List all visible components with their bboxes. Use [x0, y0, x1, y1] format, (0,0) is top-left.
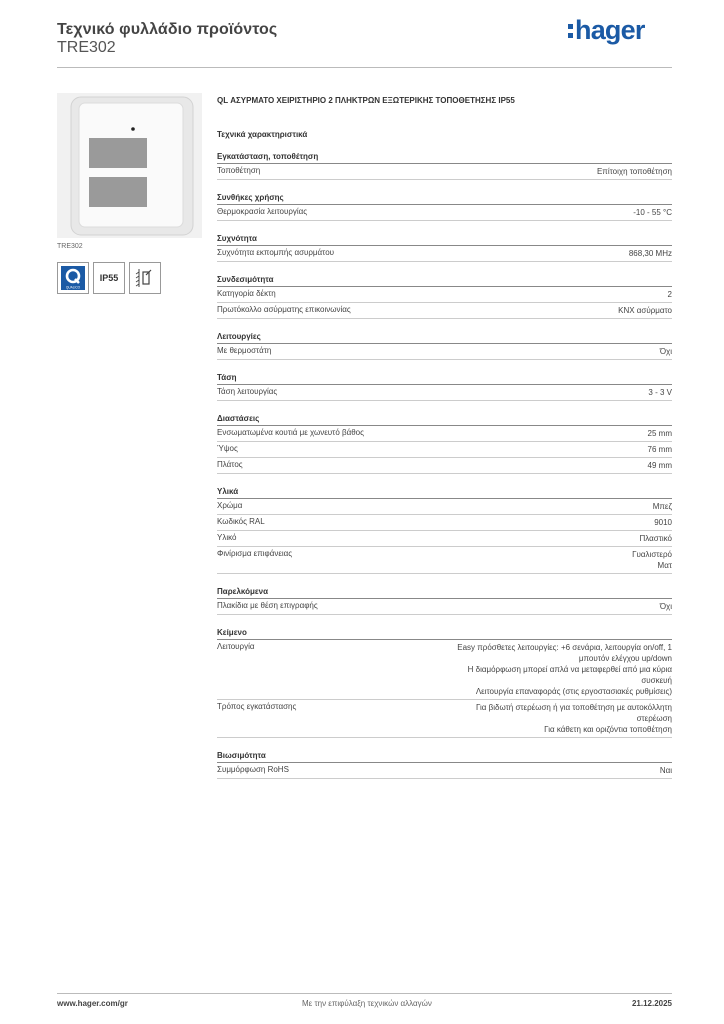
- spec-group: [217, 751, 672, 779]
- spec-label: Συμμόρφωση RoHS: [217, 765, 289, 774]
- spec-row: [217, 287, 672, 303]
- spec-label: Πρωτόκολλο ασύρματης επικοινωνίας: [217, 305, 351, 314]
- spec-value: [417, 765, 672, 776]
- spec-value: [417, 248, 672, 259]
- quality-q-icon: [57, 262, 89, 294]
- spec-row: [217, 246, 672, 262]
- spec-label: Κατηγορία δέκτη: [217, 289, 276, 298]
- spec-label: Πλακίδια με θέση επιγραφής: [217, 601, 318, 610]
- spec-group-title: Συνθήκες χρήσης: [217, 193, 672, 205]
- qualico-text: QUALICO: [65, 285, 81, 290]
- spec-value-line: 3 - 3 V: [648, 388, 672, 397]
- spec-value: [417, 444, 672, 455]
- spec-row: [217, 344, 672, 360]
- footer-disclaimer: Με την επιφύλαξη τεχνικών αλλαγών: [302, 999, 432, 1008]
- spec-value: [417, 517, 672, 528]
- spec-value-line: Ναι: [659, 766, 672, 775]
- spec-label: Τρόπος εγκατάστασης: [217, 702, 297, 711]
- spec-row: [217, 515, 672, 531]
- spec-row: [217, 547, 672, 574]
- spec-groups: [217, 152, 672, 779]
- spec-table: [217, 96, 672, 792]
- spec-row: [217, 458, 672, 474]
- image-caption: TRE302: [57, 243, 83, 250]
- spec-group-title: Εγκατάσταση, τοποθέτηση: [217, 152, 672, 164]
- spec-group: [217, 152, 672, 180]
- spec-value-line: 2: [667, 290, 672, 299]
- spec-value-line: στερέωση: [636, 714, 672, 723]
- spec-group-title: Κείμενο: [217, 628, 672, 640]
- spec-value: [417, 305, 672, 316]
- badge-row: [57, 262, 161, 294]
- spec-value-line: KNX ασύρματο: [618, 306, 672, 315]
- spec-row: [217, 205, 672, 221]
- spec-value-line: 76 mm: [647, 445, 672, 454]
- spec-group: [217, 587, 672, 615]
- spec-row: [217, 763, 672, 779]
- hager-logo[interactable]: [568, 16, 645, 44]
- spec-group: [217, 275, 672, 319]
- spec-row: [217, 426, 672, 442]
- spec-group: [217, 373, 672, 401]
- spec-value-line: 49 mm: [647, 461, 672, 470]
- spec-group-title: Λειτουργίες: [217, 332, 672, 344]
- section-title: Τεχνικά χαρακτηριστικά: [217, 130, 308, 139]
- spec-label: Θερμοκρασία λειτουργίας: [217, 207, 308, 216]
- spec-row: [217, 164, 672, 180]
- spec-group: [217, 193, 672, 221]
- spec-value: [417, 166, 672, 177]
- spec-value-line: Πλαστικό: [639, 534, 672, 543]
- spec-value: [417, 501, 672, 512]
- spec-value: [417, 533, 672, 544]
- spec-label: Ύψος: [217, 444, 238, 453]
- spec-group-title: Βιωσιμότητα: [217, 751, 672, 763]
- spec-label: Τάση λειτουργίας: [217, 387, 278, 396]
- spec-value: [417, 601, 672, 612]
- spec-value-line: Για βιδωτή στερέωση ή για τοποθέτηση με αυτοκόλλητη: [475, 703, 672, 712]
- product-image: [57, 93, 202, 238]
- spec-value-line: Όχι: [659, 602, 672, 611]
- spec-label: Τοποθέτηση: [217, 166, 261, 175]
- footer-date: 21.12.2025: [631, 999, 672, 1008]
- spec-value: [417, 549, 672, 571]
- spec-value-line: Easy πρόσθετες λειτουργίες: +6 σενάρια, λειτουργία on/off, 1: [457, 643, 672, 652]
- spec-label: Φινίρισμα επιφάνειας: [217, 549, 293, 558]
- header-divider: [57, 67, 672, 68]
- spec-value: [417, 207, 672, 218]
- spec-value-line: Επίτοιχη τοποθέτηση: [596, 167, 672, 176]
- spec-label: Κωδικός RAL: [217, 517, 265, 526]
- spec-value-line: συσκευή: [641, 676, 672, 685]
- spec-group: [217, 487, 672, 574]
- spec-value-line: Ματ: [657, 561, 672, 570]
- spec-group: [217, 234, 672, 262]
- spec-group-title: Συχνότητα: [217, 234, 672, 246]
- spec-value-line: 25 mm: [647, 429, 672, 438]
- ip55-label: IP55: [99, 273, 119, 283]
- spec-value-line: Η διαμόρφωση μπορεί απλά να μεταφερθεί από μια κύρια: [467, 665, 672, 674]
- spec-value-line: 868,30 MHz: [628, 249, 672, 258]
- spec-label: Πλάτος: [217, 460, 243, 469]
- spec-value: [417, 289, 672, 300]
- spec-value: [417, 387, 672, 398]
- spec-value: [417, 460, 672, 471]
- spec-label: Λειτουργία: [217, 642, 255, 651]
- spec-row: [217, 303, 672, 319]
- spec-value-line: 9010: [654, 518, 672, 527]
- footer-website-link[interactable]: www.hager.com/gr: [57, 999, 128, 1008]
- spec-group: [217, 332, 672, 360]
- spec-value-line: μπουτόν ελέγχου up/down: [578, 654, 672, 663]
- spec-value: [417, 346, 672, 357]
- logo-dots-icon: [568, 24, 573, 38]
- spec-group-title: Τάση: [217, 373, 672, 385]
- spec-value: [417, 642, 672, 697]
- spec-value-line: -10 - 55 °C: [633, 208, 672, 217]
- spec-value: [417, 702, 672, 735]
- spec-row: [217, 442, 672, 458]
- spec-value: [417, 428, 672, 439]
- spec-row: [217, 531, 672, 547]
- logo-text: hager: [575, 15, 645, 45]
- spec-value-line: Για κάθετη και οριζόντια τοποθέτηση: [544, 725, 672, 734]
- spec-label: Με θερμοστάτη: [217, 346, 272, 355]
- spec-group-title: Συνδεσιμότητα: [217, 275, 672, 287]
- spec-value-line: Μπεζ: [652, 502, 672, 511]
- spec-row: [217, 385, 672, 401]
- spec-label: Ενσωματωμένα κουτιά με χωνευτό βάθος: [217, 428, 364, 437]
- spec-row: [217, 700, 672, 738]
- spec-value-line: Όχι: [659, 347, 672, 356]
- spec-group: [217, 414, 672, 474]
- spec-label: Χρώμα: [217, 501, 243, 510]
- spec-value-line: Λειτουργία επαναφοράς (στις εργοστασιακές ρυθμίσεις): [475, 687, 672, 696]
- spec-row: [217, 599, 672, 615]
- wall-mount-icon: [129, 262, 161, 294]
- ip55-badge-icon: [93, 262, 125, 294]
- page-title: Τεχνικό φυλλάδιο προϊόντος: [57, 21, 278, 38]
- spec-group-title: Διαστάσεις: [217, 414, 672, 426]
- footer-divider: [57, 993, 672, 994]
- product-title: QL ΑΣΥΡΜΑΤΟ ΧΕΙΡΙΣΤΗΡΙΟ 2 ΠΛΗΚΤΡΩΝ ΕΞΩΤΕΡΙΚΗΣ ΤΟΠΟΘΕΤΗΣΗΣ IP55: [217, 96, 515, 105]
- spec-group: [217, 628, 672, 738]
- spec-label: Συχνότητα εκπομπής ασυρμάτου: [217, 248, 335, 257]
- spec-row: [217, 499, 672, 515]
- product-code: TRE302: [57, 39, 116, 56]
- spec-group-title: Παρελκόμενα: [217, 587, 672, 599]
- spec-group-title: Υλικά: [217, 487, 672, 499]
- spec-label: Υλικό: [217, 533, 237, 542]
- spec-row: [217, 640, 672, 700]
- spec-value-line: Γυαλιστερό: [632, 550, 672, 559]
